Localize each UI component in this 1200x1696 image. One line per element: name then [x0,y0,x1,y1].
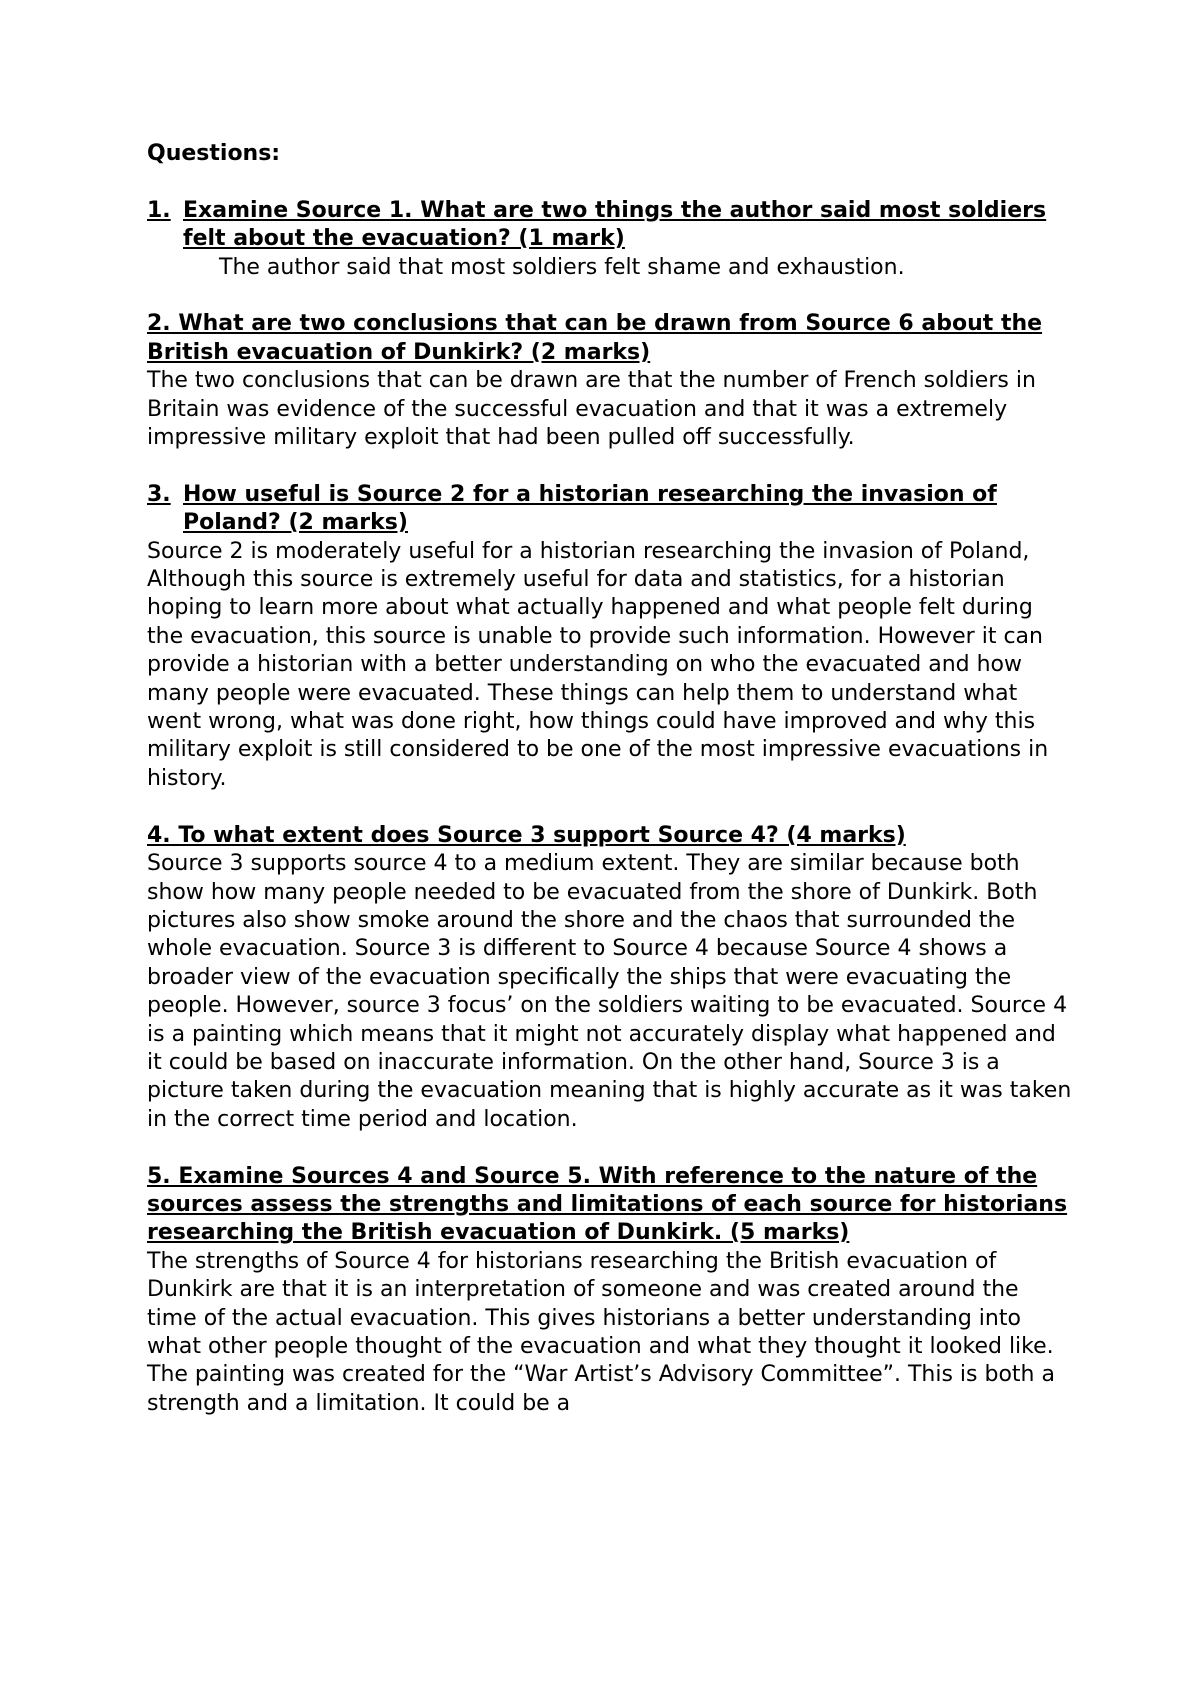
question-2 [147,310,1072,452]
question-1-title [147,197,1072,254]
question-3-answer: Source 2 is moderately useful for a historian researching the invasion of Poland, Although this source is extremely useful for data and statistics, for a historian hoping to learn more about what actually happened and what people felt during the evacuation, this source is unable to provide such information. However it can provide a historian with a better understanding on who the evacuated and how many people were evacuated. These things can help them to understand what went wrong, what was done right, how things could have improved and why this military exploit is still considered to be one of the most impressive evacuations in history. [147,538,1049,791]
question-5 [147,1163,1072,1419]
question-4-title: 4. To what extent does Source 3 support Source 4? (4 marks) [147,822,906,848]
document-page [147,140,1072,1447]
question-5-title: 5. Examine Sources 4 and Source 5. With reference to the nature of the sources assess the strengths and limitations of each source for historians researching the British evacuation of Dunkirk. (5 marks) [147,1163,1068,1246]
question-4-answer: Source 3 supports source 4 to a medium extent. They are similar because both show how many people needed to be evacuated from the shore of Dunkirk. Both pictures also show smoke around the shore and the chaos that surrounded the whole evacuation. Source 3 is different to Source 4 because Source 4 shows a broader view of the evacuation specifically the ships that were evacuating the people. However, source 3 focus’ on the soldiers waiting to be evacuated. Source 4 is a painting which means that it might not accurately display what happened and it could be based on inaccurate information. On the other hand, Source 3 is a picture taken during the evacuation meaning that is highly accurate as it was taken in the correct time period and location. [147,851,1072,1132]
question-2-title: 2. What are two conclusions that can be drawn from Source 6 about the British evacuation of Dunkirk? (2 marks) [147,311,1043,365]
question-1-text: Examine Source 1. What are two things the author said most soldiers felt about the evacuation? (1 mark) [183,197,1047,252]
question-5-answer: The strengths of Source 4 for historians researching the British evacuation of Dunkirk are that it is an interpretation of someone and was created around the time of the actual evacuation. This gives historians a better understanding into what other people thought of the evacuation and what they thought it looked like. The painting was created for the “War Artist’s Advisory Committee”. This is both a strength and a limitation. It could be a [147,1248,1055,1416]
question-3-title [147,481,1072,538]
question-1 [147,197,1072,282]
question-3 [147,481,1072,793]
question-4 [147,822,1072,1134]
question-1-number: 1. [147,197,171,223]
questions-heading: Questions: [147,141,281,166]
question-3-text: How useful is Source 2 for a historian researching the invasion of Poland? (2 marks) [183,481,997,536]
question-1-answer: The author said that most soldiers felt shame and exhaustion. [219,254,905,280]
question-2-answer: The two conclusions that can be drawn are that the number of French soldiers in Britain was evidence of the successful evacuation and that it was a extremely impressive military exploit that had been pulled off successfully. [147,368,1036,451]
question-3-number: 3. [147,481,171,507]
